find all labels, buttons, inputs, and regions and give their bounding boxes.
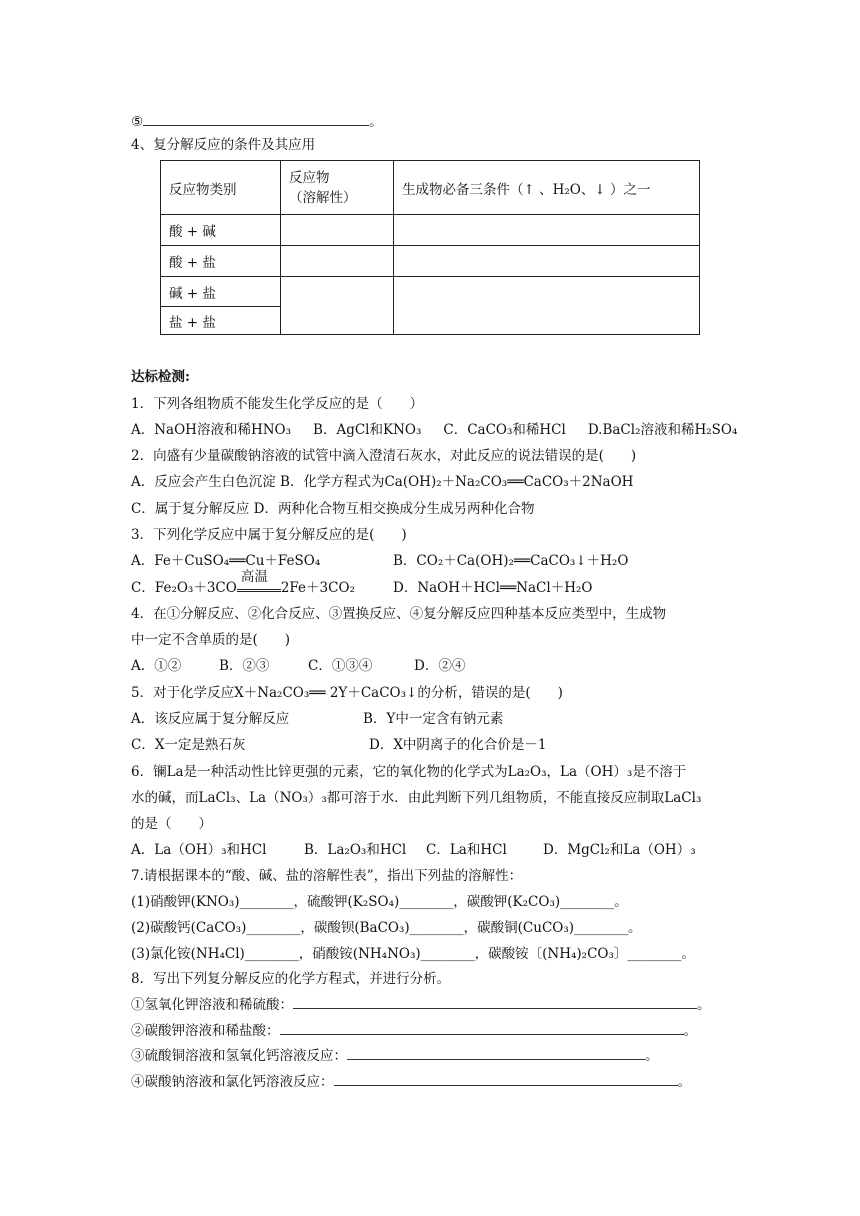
q4-options: [131, 657, 465, 675]
q8-item-4: ④碳酸钠溶液和氯化钙溶液反应： 。: [131, 1074, 691, 1090]
table-cell-blank[interactable]: [394, 277, 700, 335]
q7-line-3[interactable]: (3)氯化铵(NH₄Cl)________，硝酸铵(NH₄NO₃)________，碳酸铵〔(NH₄)₂CO₃〕________。: [131, 946, 695, 962]
header-type: 反应物类别: [161, 161, 281, 215]
option-b[interactable]: B．La₂O₃和HCl: [304, 842, 407, 858]
table-row: 碱 + 盐: [161, 277, 700, 307]
q4-stem-1: 4．在①分解反应、②化合反应、③置换反应、④复分解反应四种基本反应类型中，生成物: [131, 606, 667, 622]
q7-line-1[interactable]: (1)硝酸钾(KNO₃)________，硫酸钾(K₂SO₄)________，碳酸钾(K₂CO₃)________。: [131, 894, 628, 910]
answer-blank[interactable]: [334, 1072, 678, 1086]
q5-options-cd: [131, 736, 547, 754]
answer-blank[interactable]: [293, 995, 697, 1009]
section-4-title: 4、复分解反应的条件及其应用: [131, 137, 316, 153]
option-b[interactable]: B．Y中一定含有钠元素: [363, 711, 504, 727]
q3-options-ab: [131, 552, 628, 570]
q6-stem-1: 6．镧La是一种活动性比锌更强的元素，它的氧化物的化学式为La₂O₃，La（OH）₃是不溶于: [131, 764, 687, 780]
q1-stem: 1．下列各组物质不能发生化学反应的是（ ）: [131, 396, 424, 412]
option-a[interactable]: A．La（OH）₃和HCl: [131, 842, 267, 858]
table-row: 盐 + 盐: [161, 307, 700, 335]
table-cell-blank[interactable]: [281, 215, 394, 246]
option-a[interactable]: A．该反应属于复分解反应: [131, 711, 290, 727]
q6-options: [131, 841, 696, 859]
option-d[interactable]: D．NaOH＋HCl══NaCl＋H₂O: [393, 580, 593, 596]
q4-stem-2: 中一定不含单质的是( ): [131, 632, 291, 648]
q3-options-cd: [131, 569, 593, 597]
table-cell-blank[interactable]: [394, 215, 700, 246]
q6-stem-2: 水的碱，而LaCl₃、La（NO₃）₃都可溶于水．由此判断下列几组物质，不能直接反应制取LaCl₃: [131, 790, 702, 806]
table-row: 酸 + 碱: [161, 215, 700, 246]
option-c[interactable]: C．Fe₂O₃＋3CO 高温 2Fe＋3CO₂: [131, 569, 355, 596]
blank-line-5: ⑤ 。: [131, 114, 383, 130]
q8-item-3: ③硫酸铜溶液和氢氧化钙溶液反应： 。: [131, 1048, 659, 1064]
header-reactant: 反应物 （溶解性）: [281, 161, 394, 215]
option-d[interactable]: D．X中阴离子的化合价是－1: [369, 737, 547, 753]
q7-stem: 7.请根据课本的“酸、碱、盐的溶解性表”，指出下列盐的溶解性：: [131, 868, 523, 884]
table-row: 酸 + 盐: [161, 246, 700, 277]
q8-stem: 8．写出下列复分解反应的化学方程式，并进行分析。: [131, 971, 451, 987]
reaction-conditions-table: [160, 160, 700, 335]
q3-stem: 3．下列化学反应中属于复分解反应的是( ): [131, 527, 407, 543]
option-d[interactable]: D.BaCl₂溶液和稀H₂SO₄: [587, 422, 738, 438]
q5-stem: 5．对于化学反应X＋Na₂CO₃══ 2Y＋CaCO₃↓的分析，错误的是( ): [131, 685, 563, 701]
option-b[interactable]: B．AgCl和KNO₃: [313, 422, 422, 438]
option-a[interactable]: A．Fe＋CuSO₄══Cu＋FeSO₄: [131, 553, 321, 569]
q8-item-2: ②碳酸钾溶液和稀盐酸： 。: [131, 1023, 697, 1039]
option-c[interactable]: C．CaCO₃和稀HCl: [443, 422, 566, 438]
table-cell-blank[interactable]: [281, 277, 394, 335]
check-title: 达标检测:: [131, 369, 190, 385]
option-c[interactable]: C．①③④: [308, 658, 373, 674]
option-d[interactable]: D．②④: [414, 658, 466, 674]
option-c[interactable]: C．X一定是熟石灰: [131, 737, 246, 753]
q1-options: [131, 421, 737, 439]
option-d[interactable]: D．MgCl₂和La（OH）₃: [543, 842, 696, 858]
option-b[interactable]: B．CO₂＋Ca(OH)₂══CaCO₃↓＋H₂O: [393, 553, 629, 569]
q8-item-1: ①氢氧化钾溶液和稀硫酸： 。: [131, 997, 711, 1013]
option-b[interactable]: B．②③: [219, 658, 270, 674]
table-cell-blank[interactable]: [281, 246, 394, 277]
q5-options-ab: [131, 710, 503, 728]
option-a[interactable]: A．①②: [131, 658, 182, 674]
item-label: ⑤: [131, 114, 144, 130]
q2-options-cd[interactable]: C．属于复分解反应 D．两种化合物互相交换成分生成另两种化合物: [131, 501, 535, 517]
table-cell-blank[interactable]: [394, 246, 700, 277]
q2-options-ab[interactable]: A．反应会产生白色沉淀 B．化学方程式为Ca(OH)₂＋Na₂CO₃══CaCO₃＋2NaOH: [131, 474, 634, 490]
table-header-row: [161, 161, 700, 215]
answer-blank[interactable]: [347, 1046, 645, 1060]
option-a[interactable]: A．NaOH溶液和稀HNO₃: [131, 422, 292, 438]
q6-stem-3: 的是（ ）: [131, 816, 212, 832]
option-c[interactable]: C．La和HCl: [426, 842, 507, 858]
answer-blank[interactable]: [143, 112, 369, 126]
answer-blank[interactable]: [280, 1021, 684, 1035]
q2-stem: 2．向盛有少量碳酸钠溶液的试管中滴入澄清石灰水，对此反应的说法错误的是( ): [131, 448, 637, 464]
high-temp-condition: 高温: [237, 579, 281, 597]
q7-line-2[interactable]: (2)碳酸钙(CaCO₃)________，碳酸钡(BaCO₃)________，碳酸铜(CuCO₃)________。: [131, 920, 642, 936]
header-product: 生成物必备三条件（↑ 、H₂O、↓ ）之一: [394, 161, 700, 215]
